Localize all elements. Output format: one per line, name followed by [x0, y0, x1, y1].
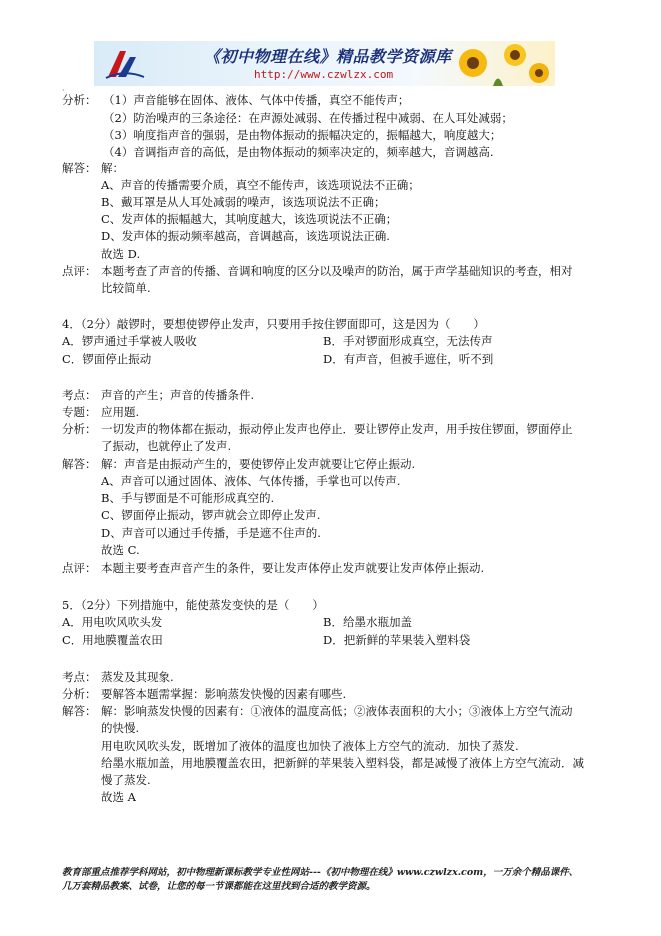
q4-option-a: A．锣声通过手掌被人吸收 [62, 334, 197, 348]
banner-url: http://www.czwlzx.com [254, 68, 394, 81]
q4-option-c: C．锣面停止振动 [62, 352, 152, 366]
q3-analysis-line: （2）防治噪声的三条途径：在声源处减弱、在传播过程中减弱、在人耳处减弱； [103, 111, 513, 125]
q4-zhuanti-label: 专题： [62, 405, 97, 419]
q4-solution-answer: 故选 C. [101, 543, 140, 557]
q4-option-b: B．手对锣面形成真空，无法传声 [323, 334, 493, 348]
q4-kaodian: 声音的产生；声音的传播条件. [101, 388, 255, 402]
q3-solution-head: 解： [101, 161, 124, 175]
q3-comment-line: 比较简单. [101, 281, 151, 295]
q4-solution-line: B、手与锣面是不可能形成真空的. [101, 491, 275, 505]
q4-kaodian-label: 考点： [62, 388, 97, 402]
q5-option-a: A．用电吹风吹头发 [62, 615, 163, 629]
q5-solution-line: 解：影响蒸发快慢的因素有：①液体的温度高低；②液体表面积的大小；③液体上方空气流动 [101, 704, 573, 718]
q3-comment-label: 点评： [62, 264, 97, 278]
q4-analysis-line: 了振动，也就停止了发声. [101, 439, 232, 453]
q5-solution-answer: 故选 A [101, 790, 136, 804]
q4-option-d: D．有声音，但被手遮住，听不到 [323, 352, 494, 366]
banner-title: 《初中物理在线》精品教学资源库 [204, 47, 452, 66]
q4-analysis-label: 分析： [62, 422, 97, 436]
q3-solution-line: A、声音的传播需要介质，真空不能传声，该选项说法不正确； [101, 178, 420, 192]
q5-solution-label: 解答： [62, 704, 97, 718]
q5-solution-line: 的快慢. [101, 721, 140, 735]
q3-solution-line: B、戴耳罩是从人耳处减弱的噪声，该选项说法不正确； [101, 195, 386, 209]
q5-solution-line: 慢了蒸发. [101, 773, 151, 787]
q3-analysis-label: 分析： [62, 93, 97, 107]
q3-analysis-line: （3）响度指声音的强弱，是由物体振动的振幅决定的，振幅越大，响度越大； [103, 128, 502, 142]
q5-option-b: B．给墨水瓶加盖 [323, 615, 412, 629]
footer-line: 几万套精品教案、试卷，让您的每一节课都能在这里找到合适的教学资源。 [62, 881, 376, 892]
q5-kaodian: 蒸发及其现象. [101, 670, 174, 684]
q4-solution-head: 解：声音是由振动产生的，要使锣停止发声就要让它停止振动. [101, 457, 416, 471]
q3-analysis-line: （1）声音能够在固体、液体、气体中传播，真空不能传声； [103, 93, 410, 107]
q4-zhuanti: 应用题. [101, 405, 140, 419]
q5-option-d: D．把新鲜的苹果装入塑料袋 [323, 633, 471, 647]
q4-analysis-line: 一切发声的物体都在振动，振动停止发声也停止．要让锣停止发声，用手按住锣面，锣面停止 [101, 422, 573, 436]
q5-analysis: 要解答本题需掌握：影响蒸发快慢的因素有哪些. [101, 687, 347, 701]
q4-comment-label: 点评： [62, 561, 97, 575]
q5-option-c: C．用地膜覆盖农田 [62, 633, 163, 647]
site-logo-icon [104, 47, 146, 81]
q5-analysis-label: 分析： [62, 687, 97, 701]
q3-solution-line: C、发声体的振幅越大，其响度越大，该选项说法不正确； [101, 212, 398, 226]
q3-solution-line: D、发声体的振动频率越高，音调越高，该选项说法正确. [101, 229, 390, 243]
q4-question: 4．（2分）敲锣时，要想使锣停止发声，只要用手按住锣面即可，这是因为（ ） [62, 317, 485, 331]
q3-solution-answer: 故选 D. [101, 247, 141, 261]
header-banner [94, 41, 555, 86]
q4-solution-line: D、声音可以通过手传播，手是遮不住声的. [101, 526, 321, 540]
q5-question: 5．（2分）下列措施中，能使蒸发变快的是（ ） [62, 598, 324, 612]
footer-line: 教育部重点推荐学科网站，初中物理新课标教学专业性网站---《初中物理在线》www.czwlzx.com，一万余个精品课件、 [62, 867, 579, 878]
q5-solution-line: 给墨水瓶加盖，用地膜覆盖农田，把新鲜的苹果装入塑料袋，都是减慢了液体上方空气流动．减 [101, 756, 584, 770]
q4-solution-line: A、声音可以通过固体、液体、气体传播，手掌也可以传声. [101, 474, 401, 488]
q5-kaodian-label: 考点： [62, 670, 97, 684]
dot-mark: · [62, 86, 65, 95]
q5-solution-line: 用电吹风吹头发，既增加了液体的温度也加快了液体上方空气的流动．加快了蒸发. [101, 739, 519, 753]
q3-solution-label: 解答： [62, 161, 97, 175]
q4-solution-line: C、锣面停止振动，锣声就会立即停止发声. [101, 508, 321, 522]
q3-analysis-line: （4）音调指声音的高低，是由物体振动的频率决定的，频率越大，音调越高. [103, 145, 494, 159]
q4-comment: 本题主要考查声音产生的条件，要让发声体停止发声就要让发声体停止振动. [101, 561, 485, 575]
sunflower-icon [443, 41, 553, 86]
q3-comment-line: 本题考查了声音的传播、音调和响度的区分以及噪声的防治，属于声学基础知识的考查，相对 [101, 264, 573, 278]
q4-solution-label: 解答： [62, 457, 97, 471]
